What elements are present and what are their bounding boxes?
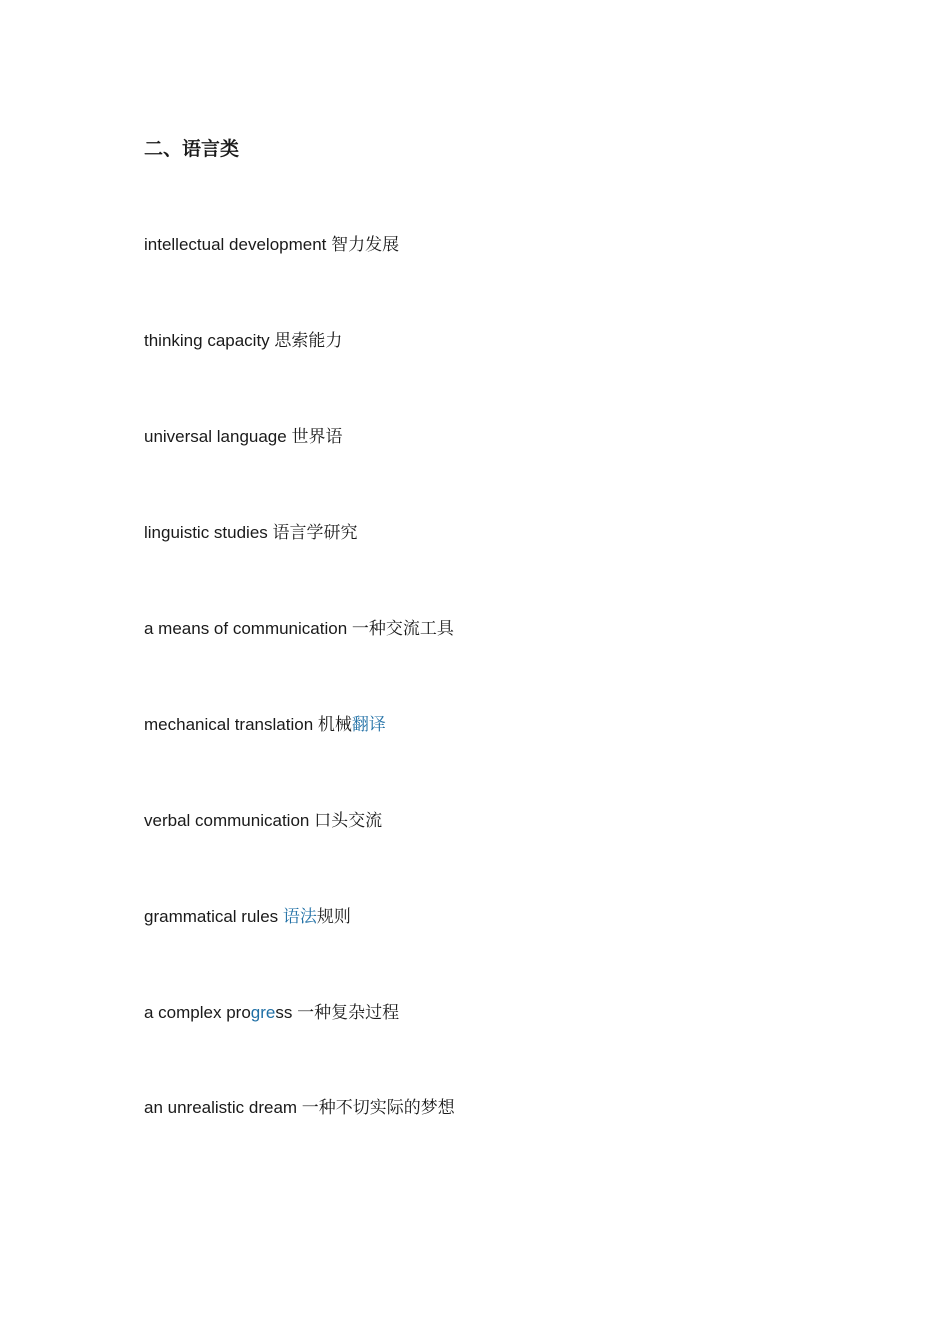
entry-text: a complex pro [144,1003,251,1022]
vocab-entry-7 [144,809,382,833]
vocab-entry-1 [144,233,399,257]
entry-text: 规则 [316,907,351,926]
entry-link-gre[interactable]: gre [250,1003,276,1022]
vocab-entry-4 [144,521,358,545]
entry-text: thinking capacity 思索能力 [144,331,343,350]
vocab-entry-6 [144,713,386,737]
vocab-entry-2 [144,329,342,353]
vocab-entry-8 [144,905,351,929]
entry-link-translation[interactable]: 翻译 [351,715,386,734]
entry-text: universal language 世界语 [144,427,343,446]
entry-link-grammar[interactable]: 语法 [282,907,317,926]
entry-text: mechanical translation 机械 [144,715,352,734]
entry-text: a means of communication 一种交流工具 [144,619,454,638]
entry-text: linguistic studies 语言学研究 [144,523,358,542]
vocab-entry-5 [144,617,454,641]
entry-text: an unrealistic dream 一种不切实际的梦想 [144,1098,455,1117]
vocab-entry-3 [144,425,342,449]
entry-text: verbal communication 口头交流 [144,811,383,830]
vocab-entry-10 [144,1096,455,1120]
entry-text: ss 一种复杂过程 [275,1003,400,1022]
entry-text: intellectual development 智力发展 [144,235,400,254]
section-heading: 二、语言类 [144,139,240,160]
vocab-entry-9 [144,1001,399,1025]
entry-text: grammatical rules [144,907,283,926]
